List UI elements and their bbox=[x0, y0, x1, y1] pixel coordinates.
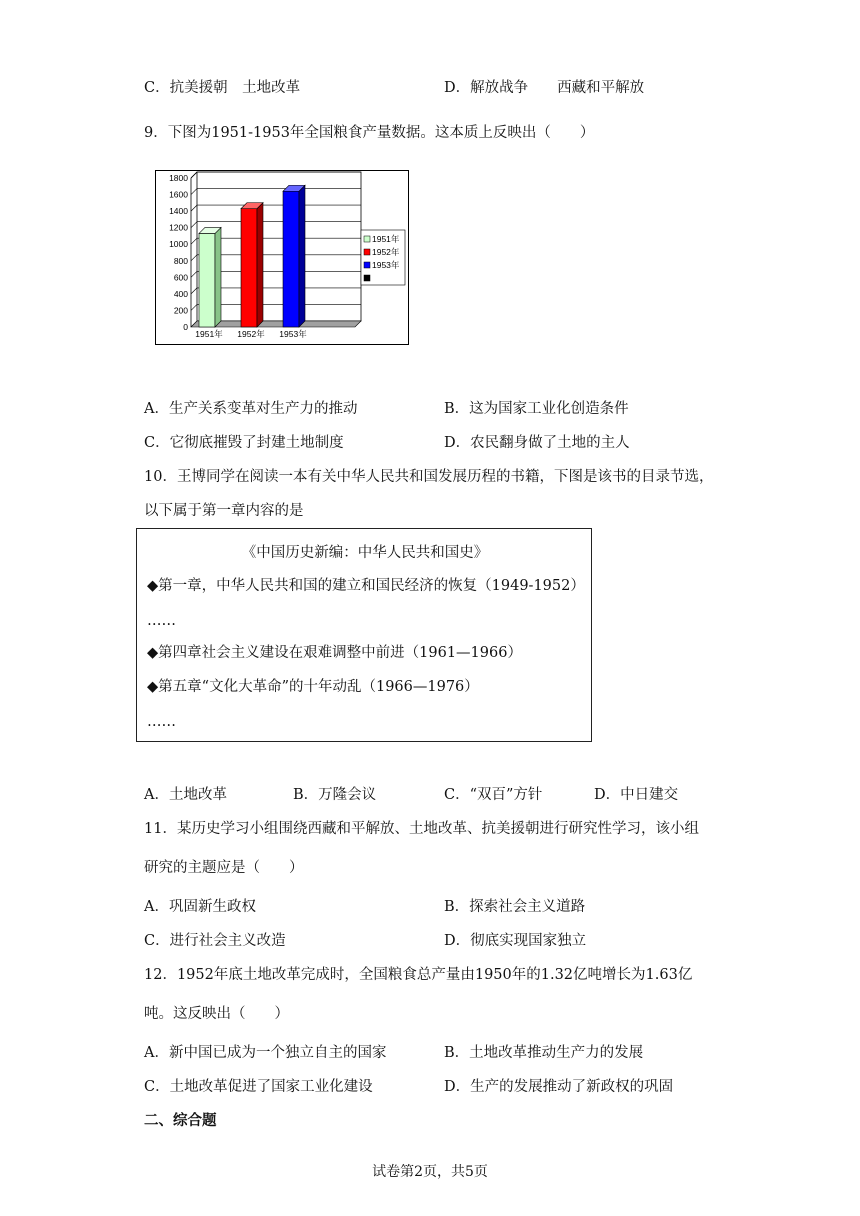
chart-bar-side bbox=[215, 227, 221, 327]
chart-y-tick-label: 0 bbox=[183, 322, 188, 332]
chart-legend-swatch bbox=[364, 249, 370, 255]
chart-legend-swatch bbox=[364, 275, 370, 281]
q12-option-b: B．土地改革推动生产力的发展 bbox=[444, 1045, 644, 1061]
chart-bar-front bbox=[199, 233, 215, 327]
chart-x-tick-label: 1952年 bbox=[237, 329, 265, 339]
q12-option-c: C．土地改革促进了国家工业化建设 bbox=[144, 1079, 373, 1095]
q9-option-a: A．生产关系变革对生产力的推动 bbox=[144, 401, 358, 417]
chart-y-tick-label: 1800 bbox=[169, 173, 188, 183]
chart-bar bbox=[283, 185, 305, 327]
q10-stem-line1: 10．王博同学在阅读一本有关中华人民共和国发展历程的书籍，下图是该书的目录节选， bbox=[144, 469, 714, 485]
toc-chapter-4: ◆第四章社会主义建设在艰难调整中前进（1961—1966） bbox=[147, 645, 522, 661]
q10-option-b: B．万隆会议 bbox=[293, 787, 377, 803]
q12-option-d: D．生产的发展推动了新政权的巩固 bbox=[444, 1079, 674, 1095]
q11-option-c: C．进行社会主义改造 bbox=[144, 933, 286, 949]
q9-option-c: C．它彻底摧毁了封建土地制度 bbox=[144, 435, 344, 451]
page-footer: 试卷第2页，共5页 bbox=[372, 1164, 488, 1180]
q11-option-b: B．探索社会主义道路 bbox=[444, 899, 586, 915]
chart-y-tick-label: 200 bbox=[173, 305, 188, 316]
chart-y-tick-label: 1400 bbox=[169, 206, 188, 217]
chart-bar-side bbox=[257, 203, 263, 327]
chart-y-tick-label: 1200 bbox=[169, 222, 188, 233]
chart-y-tick-label: 800 bbox=[173, 255, 188, 266]
q9-stem: 9．下图为1951-1953年全国粮食产量数据。这本质上反映出（ ） bbox=[144, 125, 595, 141]
toc-chapter-1: ◆第一章，中华人民共和国的建立和国民经济的恢复（1949-1952） bbox=[147, 578, 585, 594]
chart-plot-area bbox=[197, 172, 361, 321]
q11-option-d: D．彻底实现国家独立 bbox=[444, 933, 587, 949]
chart-y-tick-label: 1000 bbox=[169, 239, 188, 250]
q9-option-d: D．农民翻身做了土地的主人 bbox=[444, 435, 630, 451]
chart-legend-swatch bbox=[364, 236, 370, 242]
chart-bar-side bbox=[299, 185, 305, 327]
toc-title: 《中国历史新编：中华人民共和国史》 bbox=[241, 545, 489, 561]
q12-stem-line2: 吨。这反映出（ ） bbox=[144, 1006, 289, 1022]
q12-stem-line1: 12．1952年底土地改革完成时，全国粮食总产量由1950年的1.32亿吨增长为1.63亿 bbox=[144, 967, 693, 983]
chart-legend-swatch bbox=[364, 262, 370, 268]
chart-legend-label: 1952年 bbox=[372, 247, 400, 257]
chart-bar-front bbox=[241, 209, 257, 327]
chart-legend-label: 1951年 bbox=[372, 234, 400, 244]
chart-y-tick-label: 1600 bbox=[169, 189, 188, 200]
book-toc-box bbox=[136, 528, 592, 742]
chart-x-tick-label: 1953年 bbox=[279, 329, 307, 339]
chart-x-tick-label: 1951年 bbox=[195, 329, 223, 339]
grain-production-chart bbox=[155, 170, 409, 345]
q8-option-d: D．解放战争 西藏和平解放 bbox=[444, 80, 645, 96]
q10-option-d: D．中日建交 bbox=[594, 787, 679, 803]
q11-option-a: A．巩固新生政权 bbox=[144, 899, 256, 915]
section-2-title: 二、综合题 bbox=[144, 1112, 217, 1129]
toc-ellipsis-2: …… bbox=[147, 714, 176, 730]
chart-bar bbox=[199, 227, 221, 327]
q10-stem-line2: 以下属于第一章内容的是 bbox=[144, 503, 304, 519]
chart-bar-front bbox=[283, 191, 299, 327]
chart-y-tick-label: 400 bbox=[173, 288, 188, 299]
q12-option-a: A．新中国已成为一个独立自主的国家 bbox=[144, 1045, 387, 1061]
chart-legend-label: 1953年 bbox=[372, 260, 400, 270]
q11-stem-line1: 11．某历史学习小组围绕西藏和平解放、土地改革、抗美援朝进行研究性学习，该小组 bbox=[144, 821, 699, 837]
toc-ellipsis-1: …… bbox=[147, 613, 176, 629]
chart-bar bbox=[241, 203, 263, 327]
q10-option-c: C．“双百”方针 bbox=[444, 787, 543, 803]
q11-stem-line2: 研究的主题应是（ ） bbox=[144, 860, 304, 876]
q10-option-a: A．土地改革 bbox=[144, 787, 227, 803]
toc-chapter-5: ◆第五章“文化大革命”的十年动乱（1966—1976） bbox=[147, 679, 479, 695]
q9-option-b: B．这为国家工业化创造条件 bbox=[444, 401, 629, 417]
q8-option-c: C．抗美援朝 土地改革 bbox=[144, 80, 301, 96]
chart-y-tick-label: 600 bbox=[173, 272, 188, 283]
